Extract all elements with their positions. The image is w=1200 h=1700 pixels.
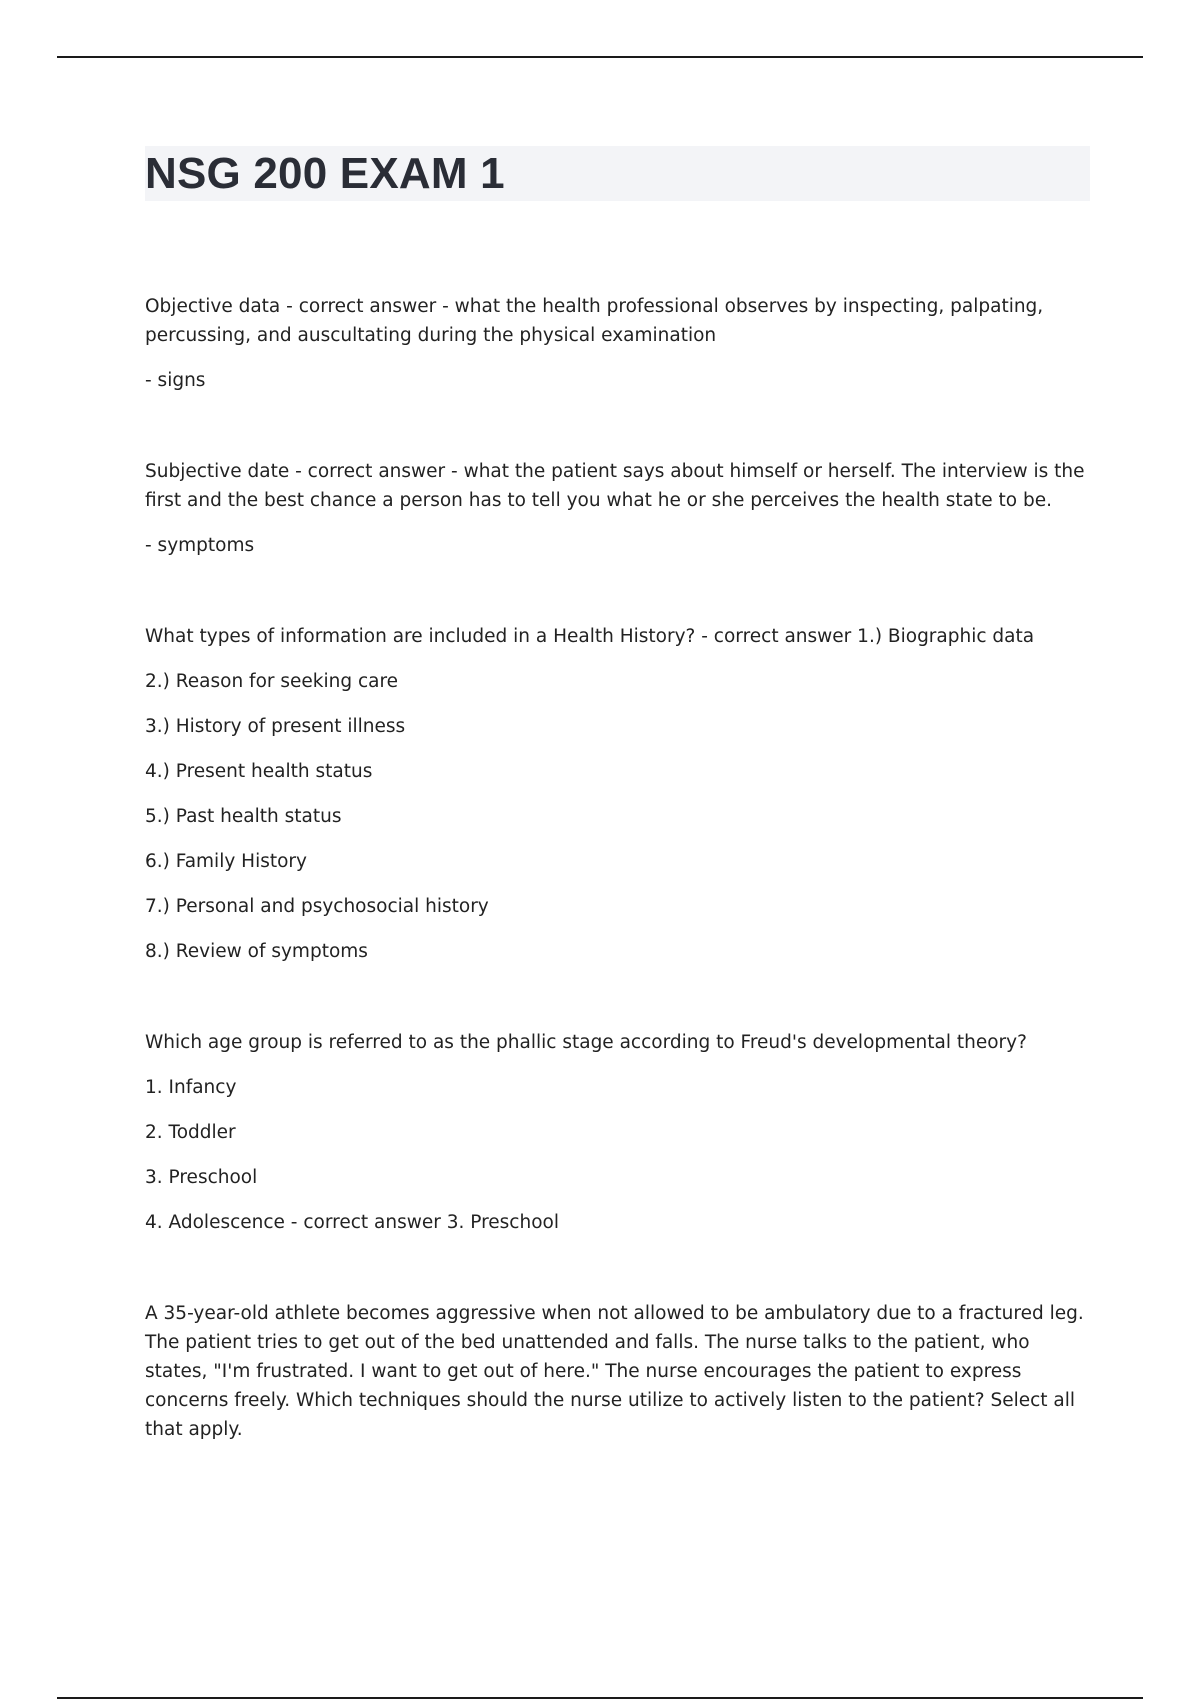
question-text: A 35-year-old athlete becomes aggressive when not allowed to be ambulatory due to a fractured leg. The patient tries to get out of the bed unattended and falls. The nurse talks to the patient, who states, "I'm frustrated. I want to get out of here." The nurse encourages the patient to express concerns freely. Which techniques should the nurse utilize to actively listen to the patient? Select all that apply. [145, 1303, 1084, 1440]
answer-line: 4.) Present health status [145, 761, 373, 782]
question-text: Which age group is referred to as the phallic stage according to Freud's developmental theory? [145, 1032, 1027, 1053]
answer-line: 1. Infancy [145, 1077, 237, 1098]
answer-line: 7.) Personal and psychosocial history [145, 896, 489, 917]
page-title: NSG 200 EXAM 1 [145, 149, 505, 198]
bottom-rule [57, 1697, 1143, 1699]
qa-item-active-listening [145, 1299, 1090, 1444]
answer-line: 2. Toddler [145, 1122, 236, 1143]
qa-item-subjective-data [145, 457, 1090, 560]
answer-line: 4. Adolescence - correct answer 3. Preschool [145, 1212, 559, 1233]
question-text: Subjective date - correct answer - what the patient says about himself or herself. The interview is the first and the best chance a person has to tell you what he or she perceives the health state to be. [145, 461, 1085, 511]
qa-item-objective-data [145, 292, 1090, 395]
answer-line: - symptoms [145, 535, 255, 556]
answer-line: 3. Preschool [145, 1167, 258, 1188]
qa-item-phallic-stage [145, 1028, 1090, 1237]
answer-line: - signs [145, 370, 206, 391]
question-text: Objective data - correct answer - what the health professional observes by inspecting, palpating, percussing, and auscultating during the physical examination [145, 296, 1044, 346]
answer-line: 5.) Past health status [145, 806, 342, 827]
answer-line: 8.) Review of symptoms [145, 941, 368, 962]
question-text: What types of information are included in a Health History? - correct answer 1.) Biographic data [145, 626, 1035, 647]
qa-item-health-history [145, 622, 1090, 966]
answer-line: 6.) Family History [145, 851, 307, 872]
document-body [145, 292, 1090, 1506]
answer-line: 3.) History of present illness [145, 716, 406, 737]
top-rule [57, 56, 1143, 58]
answer-line: 2.) Reason for seeking care [145, 671, 399, 692]
